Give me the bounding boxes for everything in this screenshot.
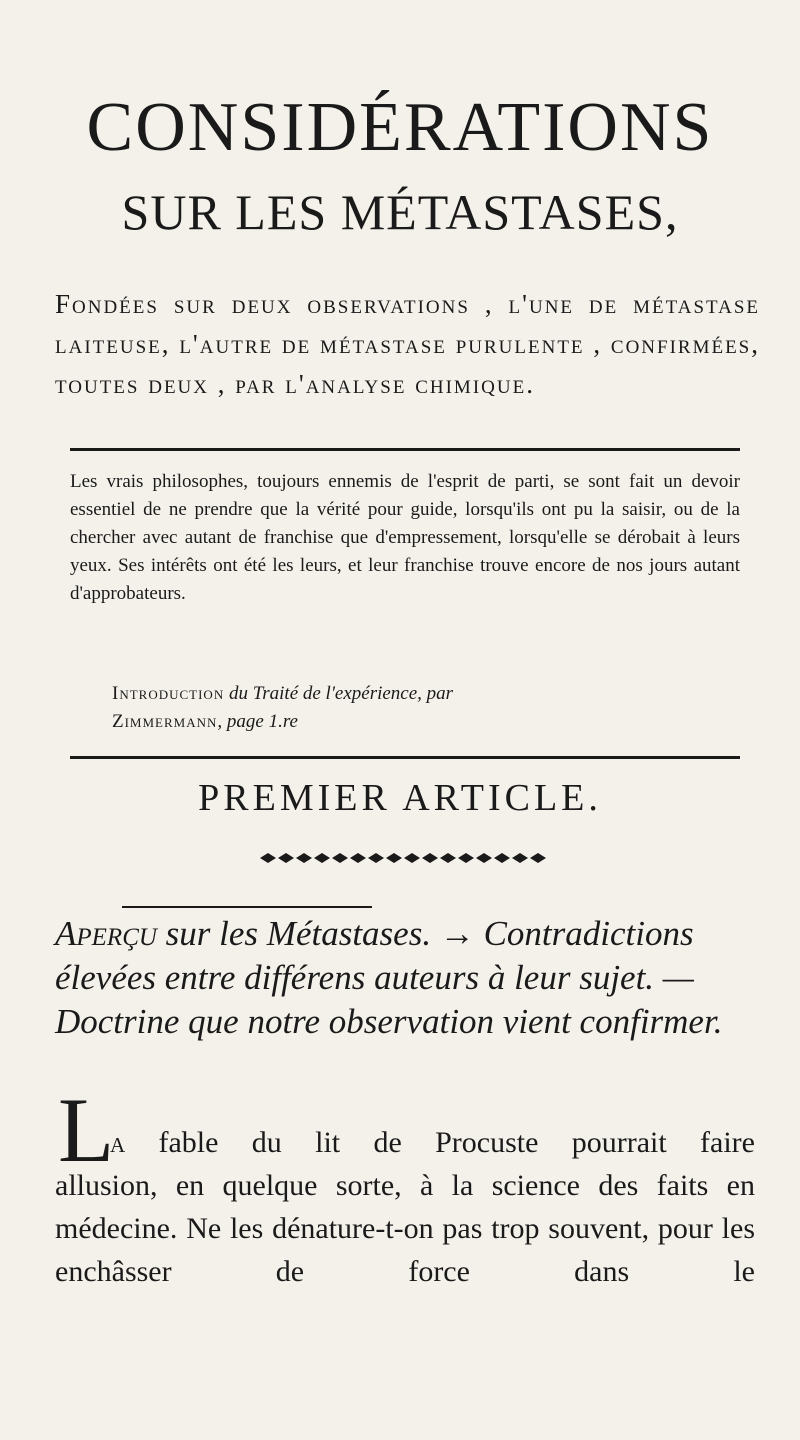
ornament-divider (260, 850, 550, 866)
divider-middle (70, 756, 740, 759)
drop-cap: L (58, 1079, 115, 1181)
body-first-line (110, 1121, 755, 1164)
divider-short (122, 906, 372, 908)
epigraph: Les vrais philosophes, toujours ennemis de l'esprit de parti, se sont fait un devoir essentiel de ne prendre que la vérité pour guide, lorsqu'ils ont pu la saisir, ou de la chercher avec autant de franchise que d'empressement, lorsqu'elle se dérobait à leurs yeux. Ses intérêts ont été les leurs, et leur franchise trouve encore de nos jours autant d'approbateurs. (70, 471, 740, 604)
title-line-2: SUR LES MÉTASTASES, (121, 184, 679, 240)
article-title: PREMIER ARTICLE. (198, 777, 602, 819)
article-summary (55, 912, 760, 1044)
attribution-author: Zimmermann (112, 711, 218, 732)
epigraph-attribution (112, 680, 742, 736)
first-line-small-caps: a (110, 1126, 126, 1159)
summary-lead: Aperçu (55, 914, 157, 953)
divider-top (70, 448, 740, 451)
attribution-page: , page 1.re (217, 711, 298, 732)
subtitle: Fondées sur deux observations , l'une de métastase laiteuse, l'autre de métastase purulente , confirmées, toutes deux , par l'analyse chimique. (55, 289, 760, 399)
summary-text: sur les Métastases. → Contradictions élevées entre différens auteurs à leur sujet. — Doctrine que notre observation vient confirmer. (55, 914, 723, 1041)
title-line-1: CONSIDÉRATIONS (86, 89, 714, 166)
attribution-work: du Traité de l'expérience, par (224, 683, 454, 704)
body-paragraph: allusion, en quelque sorte, à la science des faits en médecine. Ne les dénature-t-on pas trop souvent, pour les enchâsser de force dans le (55, 1169, 755, 1288)
first-line-text: fable du lit de Procuste pourrait faire (125, 1126, 755, 1159)
attribution-work-prefix: Introduction (112, 683, 225, 704)
